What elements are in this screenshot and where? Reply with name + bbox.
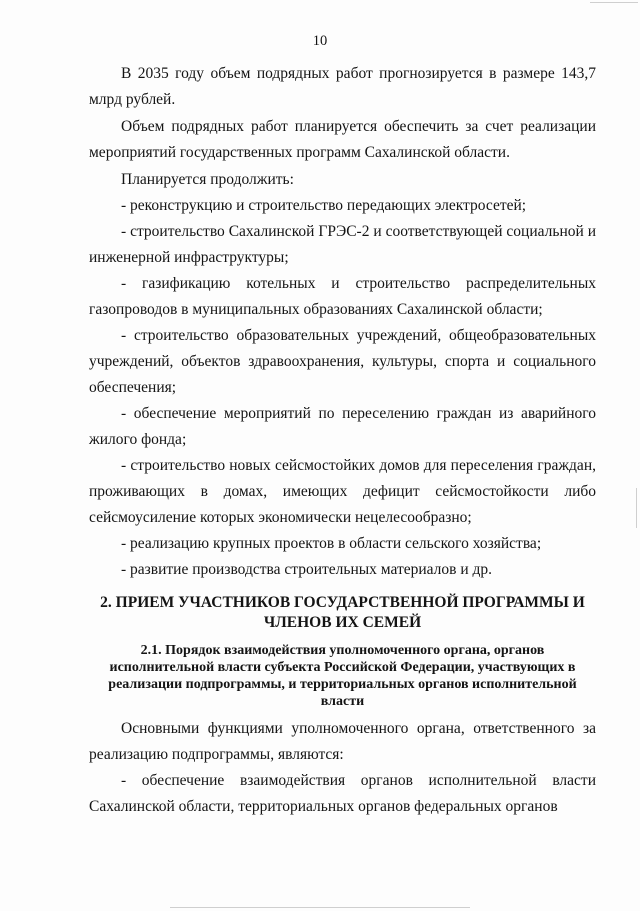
page-number: 10 <box>312 33 328 49</box>
paragraph: В 2035 году объем подрядных работ прогнозируется в размере 143,7 млрд рублей. <box>89 65 596 108</box>
scan-artifact-top-right <box>590 2 638 3</box>
list-item: - обеспечение взаимодействия органов исполнительной власти Сахалинской области, территориальных органов федеральных органов <box>89 772 596 815</box>
paragraph: Планируется продолжить: <box>121 171 294 188</box>
list-item: - реализацию крупных проектов в области сельского хозяйства; <box>121 535 542 552</box>
section-heading: 2. ПРИЕМ УЧАСТНИКОВ ГОСУДАРСТВЕННОЙ ПРОГРАММЫ И ЧЛЕНОВ ИХ СЕМЕЙ <box>100 594 585 631</box>
paragraph: Объем подрядных работ планируется обеспечить за счет реализации мероприятий государственных программ Сахалинской области. <box>89 118 596 161</box>
list-item: - газификацию котельных и строительство распределительных газопроводов в муниципальных образованиях Сахалинской области; <box>89 275 596 318</box>
scan-artifact-right-edge <box>636 488 637 528</box>
list-item: - реконструкцию и строительство передающих электросетей; <box>121 197 527 214</box>
list-item: - строительство образовательных учреждений, общеобразовательных учреждений, объектов здравоохранения, культуры, спорта и социального обеспечения; <box>89 327 596 396</box>
list-item: - строительство Сахалинской ГРЭС-2 и соответствующей социальной и инженерной инфраструктуры; <box>89 223 596 266</box>
paragraph: Основными функциями уполномоченного органа, ответственного за реализацию подпрограммы, являются: <box>89 720 596 763</box>
page-content <box>89 61 596 820</box>
list-item: - обеспечение мероприятий по переселению граждан из аварийного жилого фонда; <box>89 405 596 448</box>
list-item: - развитие производства строительных материалов и др. <box>121 561 493 578</box>
subsection-heading: 2.1. Порядок взаимодействия уполномоченного органа, органов исполнительной власти субъекта Российской Федерации, участвующих в реализации подпрограммы, и территориальных органов исполнительной власти <box>108 643 577 709</box>
list-item: - строительство новых сейсмостойких домов для переселения граждан, проживающих в домах, имеющих дефицит сейсмостойкости либо сейсмоусиление которых экономически нецелесообразно; <box>89 457 596 526</box>
scan-artifact-bottom <box>170 907 470 908</box>
